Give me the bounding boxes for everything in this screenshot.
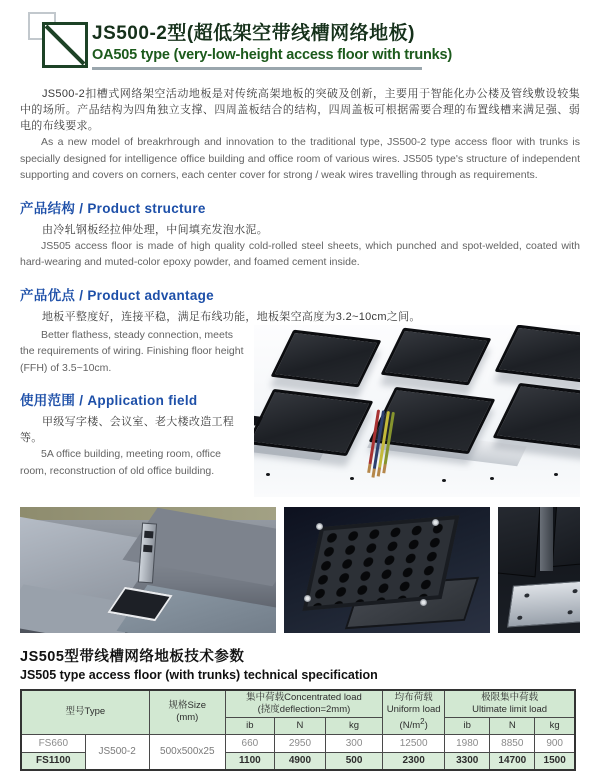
model-cell: FS1100 (21, 752, 85, 770)
value-cell: 500 (325, 752, 382, 770)
dark-panel (552, 507, 580, 567)
structure-text-zh: 由冷轧钢板经拉伸处理，中间填充发泡水泥。 (20, 222, 580, 238)
corner-screw (432, 519, 439, 526)
section-heading-product-advantage: 产品优点 / Product advantage (20, 284, 580, 304)
title-underline (92, 67, 422, 70)
spec-section (20, 645, 580, 771)
support-dot (554, 473, 558, 476)
unit-header-kg: kg (325, 717, 382, 734)
col-header-type: 型号Type (21, 690, 149, 735)
uniform-header-line3: $(N/m^2)$ (400, 720, 428, 731)
page-title-zh: JS500-2型(超低架空带线槽网络地板) (92, 18, 452, 45)
table-row-fs660 (21, 734, 575, 752)
unit-header-kg: kg (535, 717, 575, 734)
unit-header-lb: ib (445, 717, 490, 734)
photo-support-bracket (498, 507, 580, 633)
value-cell: 1500 (535, 752, 575, 770)
corner-screw (420, 599, 427, 606)
size-cell: 500x500x25 (149, 734, 225, 770)
spec-title-en: JS505 type access floor (with trunks) technical specification (20, 668, 580, 682)
advantage-text-zh: 地板平整度好，连接平稳，满足布线功能，地板架空高度为3.2~10cm之间。 (20, 309, 580, 325)
col-header-size (149, 690, 225, 735)
value-cell: 2950 (274, 734, 325, 752)
photo-background-strip (20, 507, 276, 520)
colored-wires (367, 409, 403, 476)
bolt-hole (567, 610, 573, 614)
support-dot (490, 477, 494, 480)
bolt-hole (524, 593, 530, 597)
value-cell: 12500 (383, 734, 445, 752)
value-cell: 8850 (490, 734, 535, 752)
size-header-line1: 规格Size (169, 700, 206, 711)
unit-header-n: N (490, 717, 535, 734)
unit-header-lb: ib (225, 717, 274, 734)
advantage-application-row (20, 327, 580, 497)
spec-table (20, 689, 576, 771)
structure-text-en: JS505 access floor is made of high quality cold-rolled steel sheets, which punched and spot-welded, coated with hard-wearing and muted-color epoxy powder, and foamed cement inside. (20, 238, 580, 271)
floor-panel (381, 327, 492, 385)
intro-paragraph-en: As a new model of breakrhrough and innovation to the traditional type, JS500-2 type access floor with trunks is specially designed for intelligence office building and office room of various wires. JS505 type's structure of independent supporting and covers on corners, each center cover for strong / weak wires travelling through as requirements. (20, 134, 580, 184)
support-dot (350, 477, 354, 480)
concentrated-header-line2: (挠度deflection=2mm) (258, 704, 351, 715)
support-dot (442, 479, 446, 482)
main-product-photo (254, 325, 580, 497)
floor-panel (495, 325, 580, 382)
advantage-text-en: Better flathess, steady connection, meets the requirements of wiring. Finishing floor height (FFH) of 3.5~10cm. (20, 327, 248, 377)
model-cell: FS660 (21, 734, 85, 752)
center-rail (540, 507, 553, 571)
value-cell: 300 (325, 734, 382, 752)
unit-header-n: N (274, 717, 325, 734)
value-cell: 1980 (445, 734, 490, 752)
corner-screw (304, 595, 311, 602)
intro-paragraph-zh: JS500-2扣槽式网络架空活动地板是对传统高架地板的突破及创新，主要用于智能化办公楼及管线敷设较集中的场所。产品结构为四角独立支撑、四周盖板结合的结构，四周盖板可根据需要合理的布置线槽来满足强、弱电的布线要求。 (20, 86, 580, 134)
detail-photo-row (20, 507, 580, 633)
page-header (20, 10, 580, 76)
photo-perforated-cover (284, 507, 490, 633)
dark-panel (498, 507, 541, 577)
section-heading-application-field: 使用范围 / Application field (20, 389, 248, 409)
bolt-hole (572, 588, 578, 592)
value-cell: 14700 (490, 752, 535, 770)
ultimate-header-line2: Ultimate limit load (472, 704, 547, 715)
photo-installation-with-lifter (20, 507, 276, 633)
col-header-ultimate-load (445, 690, 575, 718)
value-cell: 2300 (383, 752, 445, 770)
application-text-zh: 甲级写字楼、会议室、老大楼改造工程等。 (20, 414, 248, 446)
page-title-en: OA505 type (very-low-height access floor with trunks) (92, 47, 452, 63)
header-titles (92, 10, 452, 70)
bolt-hole (517, 615, 523, 619)
col-header-concentrated-load (225, 690, 382, 718)
value-cell: 660 (225, 734, 274, 752)
spec-title-zh: JS505型带线槽网络地板技术参数 (20, 645, 580, 666)
perforated-panel (302, 515, 459, 611)
uniform-header-line2: Uniform load (387, 704, 441, 715)
size-header-line2: (mm) (176, 712, 198, 723)
brand-logo-icon (20, 10, 92, 76)
value-cell: 1100 (225, 752, 274, 770)
col-header-uniform-load (383, 690, 445, 735)
corner-screw (316, 523, 323, 530)
logo-diagonal-square-icon (42, 22, 88, 68)
panel-lifter-tool (138, 522, 157, 583)
value-cell: 900 (535, 734, 575, 752)
type-cell: JS500-2 (85, 734, 149, 770)
floor-panel (493, 382, 580, 449)
application-text-en: 5A office building, meeting room, office room, reconstruction of old office building. (20, 446, 248, 479)
uniform-header-line1: 均布荷载 (395, 692, 433, 703)
floor-panel (254, 388, 373, 455)
value-cell: 4900 (274, 752, 325, 770)
section-heading-product-structure: 产品结构 / Product structure (20, 197, 580, 217)
support-dot (266, 473, 270, 476)
value-cell: 3300 (445, 752, 490, 770)
left-text-column (20, 327, 248, 497)
ultimate-header-line1: 极限集中荷载 (481, 692, 538, 703)
concentrated-header-line1: 集中荷载Concentrated load (246, 692, 362, 703)
floor-panel (271, 329, 382, 387)
support-bracket (507, 580, 580, 627)
